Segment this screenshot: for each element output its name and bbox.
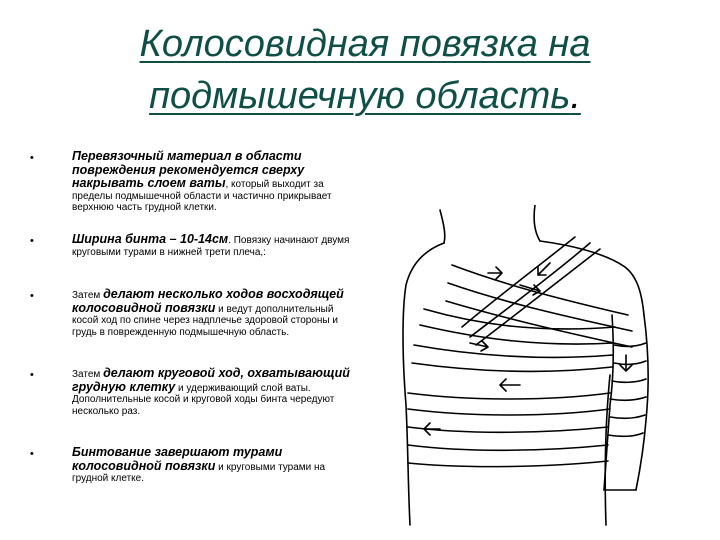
bullet-pre: Затем (72, 290, 104, 301)
bullet-body: . Повязку начинают двумя круговыми турами в нижней трети плеча,: (72, 235, 350, 258)
bullet-mark: • (30, 152, 34, 164)
bullet-emphasis: делают несколько ходов восходящей колосовидной повязки (72, 287, 344, 315)
bullet-text (72, 288, 362, 338)
page-title (60, 18, 670, 122)
bullet-mark: • (30, 369, 34, 381)
bullet-pre: Затем (72, 369, 104, 380)
bullet-text (72, 150, 362, 214)
bullet-mark: • (30, 235, 34, 247)
bullet-body: и круговыми турами на грудной клетке. (72, 461, 326, 484)
bullet-emphasis: Бинтование завершают турами колосовидной повязки (72, 445, 283, 473)
bullet-body: и удерживающий слой ваты. Дополнительные косой и круговой ходы бинта чередуют несколько раз. (72, 382, 335, 417)
bullet-emphasis: делают круговой ход, охватывающий грудную клетку (72, 366, 350, 394)
bullet-mark: • (30, 448, 34, 460)
bullet-body: , который выходит за пределы подмышечной области и частично прикрывает верхнюю часть грудной клетки. (72, 179, 332, 213)
bandage-shoulder-drawing (400, 205, 680, 530)
bullet-mark: • (30, 290, 34, 302)
bullet-text (72, 367, 362, 417)
bullet-body: и ведут дополнительный косой ход по спине через надплечье здоровой стороны и грудь в поврежденную подмышечную область. (72, 303, 338, 338)
title-text: Колосовидная повязка на подмышечную область (139, 23, 591, 117)
bullet-emphasis: Ширина бинта – 10-14см (72, 232, 229, 246)
title-dot: . (570, 75, 581, 117)
bullet-text (72, 446, 362, 485)
bullet-text (72, 233, 362, 258)
bullet-emphasis: Перевязочный материал в области повреждения рекомендуется сверху накрывать слоем ваты (72, 149, 305, 190)
